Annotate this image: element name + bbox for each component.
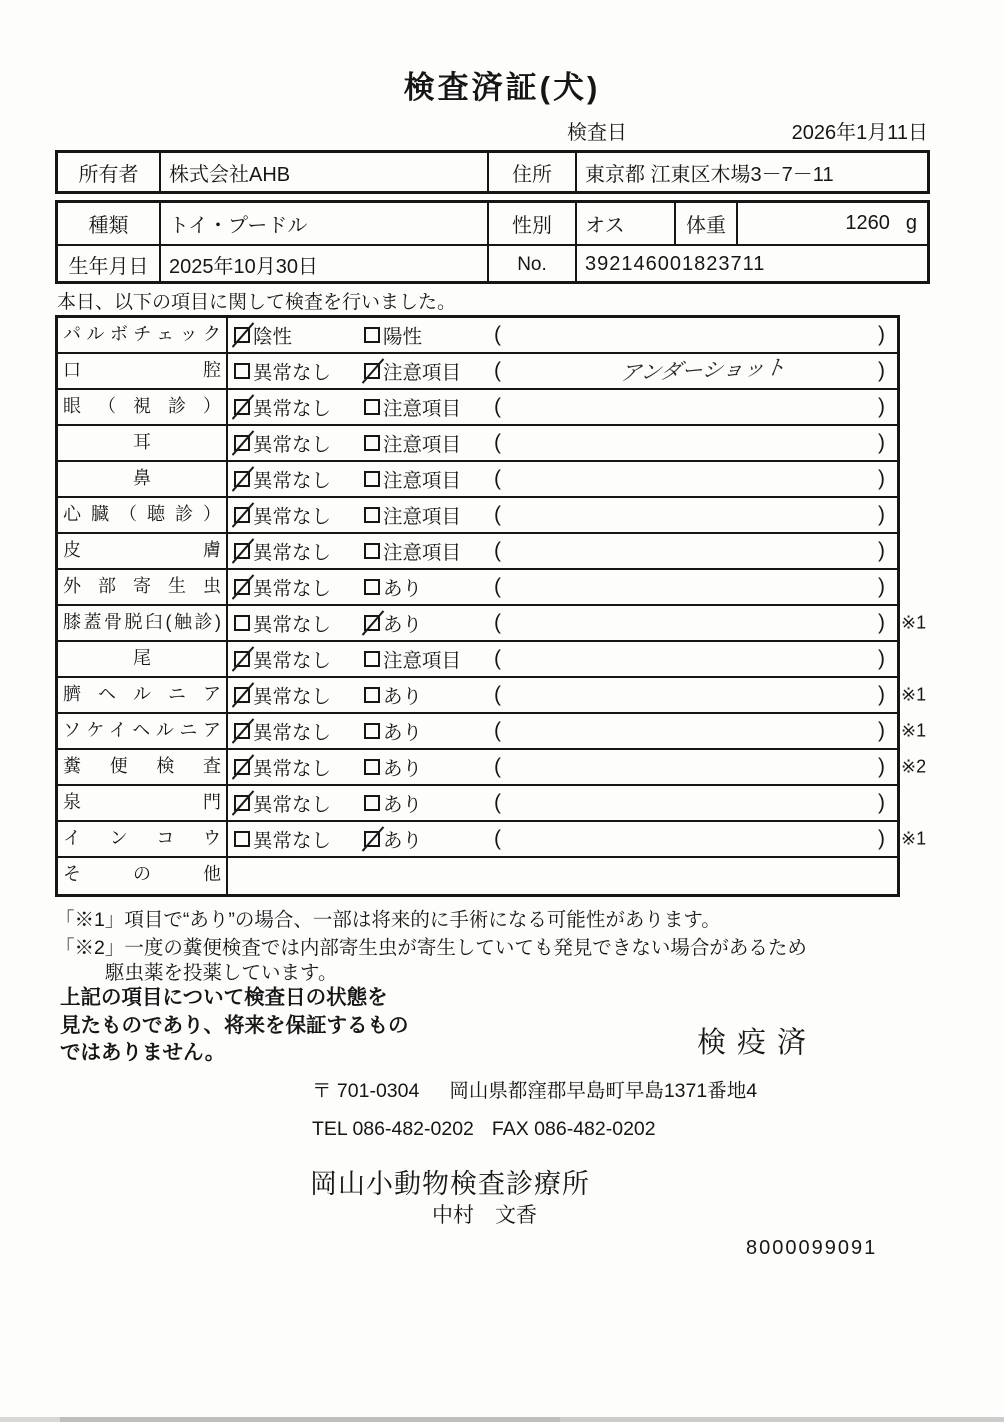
row-content — [228, 750, 927, 784]
weight-value: 1260 — [845, 212, 890, 234]
address-value: 東京都 江東区木場3－7－11 — [585, 163, 834, 186]
option2-checkbox — [364, 687, 380, 703]
row-label: パルボチェック — [58, 318, 228, 352]
option2 — [364, 573, 422, 601]
paren-open: ( — [494, 575, 501, 598]
row-content — [228, 390, 897, 424]
paren-close: ) — [878, 575, 885, 598]
option1 — [234, 717, 331, 745]
paren-open: ( — [494, 431, 501, 454]
row-label: 心臓（聴診） — [58, 498, 228, 532]
option2-label: 注意項目 — [383, 434, 462, 456]
row-content — [228, 498, 897, 532]
address-label: 住所 — [489, 153, 577, 191]
option1-checkbox — [234, 543, 250, 559]
option2-checkbox — [364, 795, 380, 811]
option1-checkbox — [234, 399, 250, 415]
option2 — [364, 321, 422, 349]
paren-open: ( — [494, 467, 501, 490]
checklist-row-skin — [58, 534, 897, 570]
paren-close: ) — [878, 431, 885, 454]
checklist-row-nose — [58, 462, 897, 498]
row-content — [228, 642, 897, 676]
row-content — [228, 534, 897, 568]
row-label: 皮膚 — [58, 534, 228, 568]
weight-unit: g — [905, 212, 917, 234]
check-slash-mark — [232, 502, 255, 527]
paren-close: ) — [878, 359, 885, 382]
checklist-row-inkou — [58, 822, 927, 858]
option2-label: 注意項目 — [383, 470, 462, 492]
owner-row — [58, 153, 927, 191]
paren-close: ) — [878, 539, 885, 562]
option1-label: 異常なし — [253, 614, 332, 636]
option1 — [234, 465, 331, 493]
option1-label: 異常なし — [253, 542, 332, 564]
option2 — [364, 501, 461, 529]
option1-label: 異常なし — [253, 722, 332, 744]
row-label: ソケイヘルニア — [58, 714, 228, 748]
option2-checkbox — [364, 723, 380, 739]
paren-open: ( — [494, 755, 501, 778]
row-content — [228, 606, 927, 640]
option2 — [364, 825, 422, 853]
option2 — [364, 537, 461, 565]
checklist-row-parvo — [58, 318, 897, 354]
clinic-address-line — [312, 1075, 757, 1103]
option2-label: あり — [383, 758, 423, 780]
row-content — [228, 570, 897, 604]
check-slash-mark — [232, 538, 255, 563]
paren-close: ) — [878, 503, 885, 526]
row-content — [228, 858, 897, 894]
option2-label: 注意項目 — [383, 650, 462, 672]
paren-open: ( — [494, 611, 501, 634]
side-note: ※2 — [901, 756, 927, 777]
option1-checkbox — [234, 579, 250, 595]
option1-label: 異常なし — [253, 830, 332, 852]
row-content — [228, 822, 927, 856]
paren-close: ) — [878, 683, 885, 706]
option2-checkbox — [364, 399, 380, 415]
row-label: インコウ — [58, 822, 228, 856]
paren-open: ( — [494, 827, 501, 850]
option2 — [364, 357, 461, 385]
side-note: ※1 — [901, 828, 927, 849]
option2 — [364, 429, 461, 457]
option1-checkbox — [234, 435, 250, 451]
checklist-row-other — [58, 858, 897, 894]
option2-checkbox — [364, 759, 380, 775]
disclaimer-line-3: ではありません。 — [60, 1041, 226, 1064]
paren-close: ) — [878, 827, 885, 850]
option1-label: 異常なし — [253, 686, 332, 708]
checklist-row-tail — [58, 642, 897, 678]
option1-label: 異常なし — [253, 398, 332, 420]
checklist-row-eyes — [58, 390, 897, 426]
row-content — [228, 354, 897, 388]
row-label: 糞便検査 — [58, 750, 228, 784]
fax-number: FAX 086-482-0202 — [491, 1118, 656, 1140]
check-slash-mark — [232, 466, 255, 491]
owner-table — [55, 150, 930, 194]
option2-label: 陽性 — [383, 326, 423, 348]
clinic-tel-line — [312, 1118, 656, 1141]
option1-checkbox — [234, 759, 250, 775]
paren-open: ( — [494, 359, 501, 382]
option1-checkbox — [234, 363, 250, 379]
breed-row — [58, 203, 927, 244]
tel-number: TEL 086-482-0202 — [312, 1118, 474, 1140]
option1-label: 異常なし — [253, 758, 332, 780]
intro-text: 本日、以下の項目に関して検査を行いました。 — [57, 292, 457, 313]
paren-close: ) — [878, 791, 885, 814]
option2-label: あり — [383, 614, 423, 636]
option1 — [234, 609, 331, 637]
option1-label: 異常なし — [253, 794, 332, 816]
option1 — [234, 537, 331, 565]
row-label: 鼻 — [58, 462, 228, 496]
option2 — [364, 393, 461, 421]
sex-label: 性別 — [489, 203, 577, 244]
row-content — [228, 462, 897, 496]
option1 — [234, 825, 331, 853]
paren-close: ) — [878, 719, 885, 742]
option2-label: あり — [383, 722, 423, 744]
option2-checkbox — [364, 471, 380, 487]
option1-checkbox — [234, 831, 250, 847]
checklist-row-fontanelle — [58, 786, 897, 822]
paren-close: ) — [878, 611, 885, 634]
quarantine-stamp: 検疫済 — [697, 1027, 818, 1059]
owner-value: 株式会社AHB — [161, 153, 489, 191]
row-label: 耳 — [58, 426, 228, 460]
breed-value: トイ・プードル — [161, 203, 489, 244]
check-slash-mark — [232, 646, 255, 671]
checklist-table — [55, 315, 927, 897]
option2-checkbox — [364, 507, 380, 523]
option2-label: あり — [383, 686, 423, 708]
row-label: 泉門 — [58, 786, 228, 820]
checklist-row-patella — [58, 606, 927, 642]
option1-label: 異常なし — [253, 434, 332, 456]
check-slash-mark — [362, 610, 385, 635]
check-slash-mark — [232, 754, 255, 779]
check-slash-mark — [232, 682, 255, 707]
check-slash-mark — [232, 394, 255, 419]
clinic-address: 岡山県都窪郡早島町早島1371番地4 — [449, 1080, 758, 1102]
paren-close: ) — [878, 467, 885, 490]
option2-label: 注意項目 — [383, 362, 462, 384]
handwritten-note: アンダーショット — [618, 356, 787, 386]
paren-open: ( — [494, 647, 501, 670]
paren-open: ( — [494, 323, 501, 346]
option1-label: 異常なし — [253, 578, 332, 600]
option2-checkbox — [364, 327, 380, 343]
option2-label: 注意項目 — [383, 542, 462, 564]
exam-date-value: 2026年1月11日 — [791, 122, 928, 144]
clinic-name: 岡山小動物検査診療所 — [310, 1169, 590, 1199]
option1-checkbox — [234, 327, 250, 343]
option2-label: 注意項目 — [383, 506, 462, 528]
option2-label: あり — [383, 794, 423, 816]
checklist-row-inguinal-hernia — [58, 714, 927, 750]
check-slash-mark — [232, 790, 255, 815]
option1 — [234, 501, 331, 529]
check-slash-mark — [362, 358, 385, 383]
option2 — [364, 681, 422, 709]
row-label: 口腔 — [58, 354, 228, 388]
option1-label: 陰性 — [253, 326, 293, 348]
paren-open: ( — [494, 683, 501, 706]
option2 — [364, 753, 422, 781]
exam-date-label: 検査日 — [567, 122, 627, 144]
weight-label: 体重 — [676, 203, 738, 244]
exam-date-row — [55, 116, 930, 144]
option2-checkbox — [364, 363, 380, 379]
checklist-row-heart — [58, 498, 897, 534]
check-slash-mark — [232, 574, 255, 599]
paren-open: ( — [494, 539, 501, 562]
option1 — [234, 321, 292, 349]
option1 — [234, 357, 331, 385]
check-slash-mark — [232, 718, 255, 743]
row-label: 尾 — [58, 642, 228, 676]
option1 — [234, 645, 331, 673]
birth-row — [58, 244, 927, 283]
side-note: ※1 — [901, 612, 927, 633]
side-note: ※1 — [901, 684, 927, 705]
birth-label: 生年月日 — [58, 246, 161, 283]
option1-checkbox — [234, 723, 250, 739]
option2 — [364, 717, 422, 745]
option1-checkbox — [234, 795, 250, 811]
row-content — [228, 426, 897, 460]
option1-checkbox — [234, 651, 250, 667]
number-value: 392146001823711 — [585, 253, 766, 275]
option1 — [234, 753, 331, 781]
option2-checkbox — [364, 831, 380, 847]
disclaimer-line-1: 上記の項目について検査日の状態を — [60, 986, 388, 1009]
paren-close: ) — [878, 647, 885, 670]
paren-close: ) — [878, 755, 885, 778]
option2 — [364, 645, 461, 673]
row-label: 膝蓋骨脱臼(触診) — [58, 606, 228, 640]
paren-close: ) — [878, 395, 885, 418]
paren-open: ( — [494, 719, 501, 742]
checklist-row-external-parasites — [58, 570, 897, 606]
option1-label: 異常なし — [253, 650, 332, 672]
page-title: 検査済証(犬) — [403, 70, 601, 105]
check-slash-mark — [232, 430, 255, 455]
paren-open: ( — [494, 503, 501, 526]
side-note: ※1 — [901, 720, 927, 741]
weight-value-cell — [738, 203, 927, 244]
option1-checkbox — [234, 615, 250, 631]
option1-label: 異常なし — [253, 362, 332, 384]
footnote-2-continued: 駆虫薬を投薬しています。 — [105, 962, 338, 984]
dog-info-table — [55, 200, 930, 284]
option2 — [364, 465, 461, 493]
row-label: その他 — [58, 858, 228, 894]
option2 — [364, 789, 422, 817]
row-content — [228, 714, 927, 748]
sex-value: オス — [577, 203, 676, 244]
option2-checkbox — [364, 543, 380, 559]
option2-checkbox — [364, 579, 380, 595]
option1-checkbox — [234, 471, 250, 487]
option1 — [234, 429, 331, 457]
row-label: 眼（視診） — [58, 390, 228, 424]
paren-open: ( — [494, 395, 501, 418]
disclaimer-line-2: 見たものであり、将来を保証するもの — [60, 1013, 409, 1037]
option2-label: あり — [383, 830, 423, 852]
option2 — [364, 609, 422, 637]
row-label: 臍ヘルニア — [58, 678, 228, 712]
number-label: No. — [489, 246, 577, 283]
option1 — [234, 789, 331, 817]
footnotes — [55, 908, 807, 986]
footnote-2: 「※2」一度の糞便検査では内部寄生虫が寄生していても発見できない場合があるため — [55, 937, 807, 959]
option1 — [234, 573, 331, 601]
postal-code: 〒 701-0304 — [312, 1080, 420, 1102]
row-content — [228, 786, 897, 820]
veterinarian-name: 中村 文香 — [432, 1204, 537, 1227]
option1-label: 異常なし — [253, 470, 332, 492]
option1-label: 異常なし — [253, 506, 332, 528]
row-content — [228, 678, 927, 712]
option2-label: 注意項目 — [383, 398, 462, 420]
option1-checkbox — [234, 687, 250, 703]
row-label: 外部寄生虫 — [58, 570, 228, 604]
row-content — [228, 318, 897, 352]
option2-label: あり — [383, 578, 423, 600]
scan-edge-artifact — [0, 1417, 1004, 1422]
option2-checkbox — [364, 615, 380, 631]
paren-open: ( — [494, 791, 501, 814]
disclaimer — [60, 984, 409, 1067]
breed-label: 種類 — [58, 203, 161, 244]
checklist-row-umbilical-hernia — [58, 678, 927, 714]
checklist-row-ears — [58, 426, 897, 462]
check-slash-mark — [232, 322, 255, 347]
paren-close: ) — [878, 323, 885, 346]
option1 — [234, 393, 331, 421]
check-slash-mark — [362, 826, 385, 851]
option1-checkbox — [234, 507, 250, 523]
birth-value: 2025年10月30日 — [161, 246, 489, 283]
checklist-row-fecal-exam — [58, 750, 927, 786]
checklist-row-oral — [58, 354, 897, 390]
owner-label: 所有者 — [58, 153, 161, 191]
serial-number: 8000099091 — [746, 1237, 878, 1259]
option1 — [234, 681, 331, 709]
option2-checkbox — [364, 435, 380, 451]
footnote-1: 「※1」項目で“あり”の場合、一部は将来的に手術になる可能性があります。 — [55, 909, 721, 931]
option2-checkbox — [364, 651, 380, 667]
